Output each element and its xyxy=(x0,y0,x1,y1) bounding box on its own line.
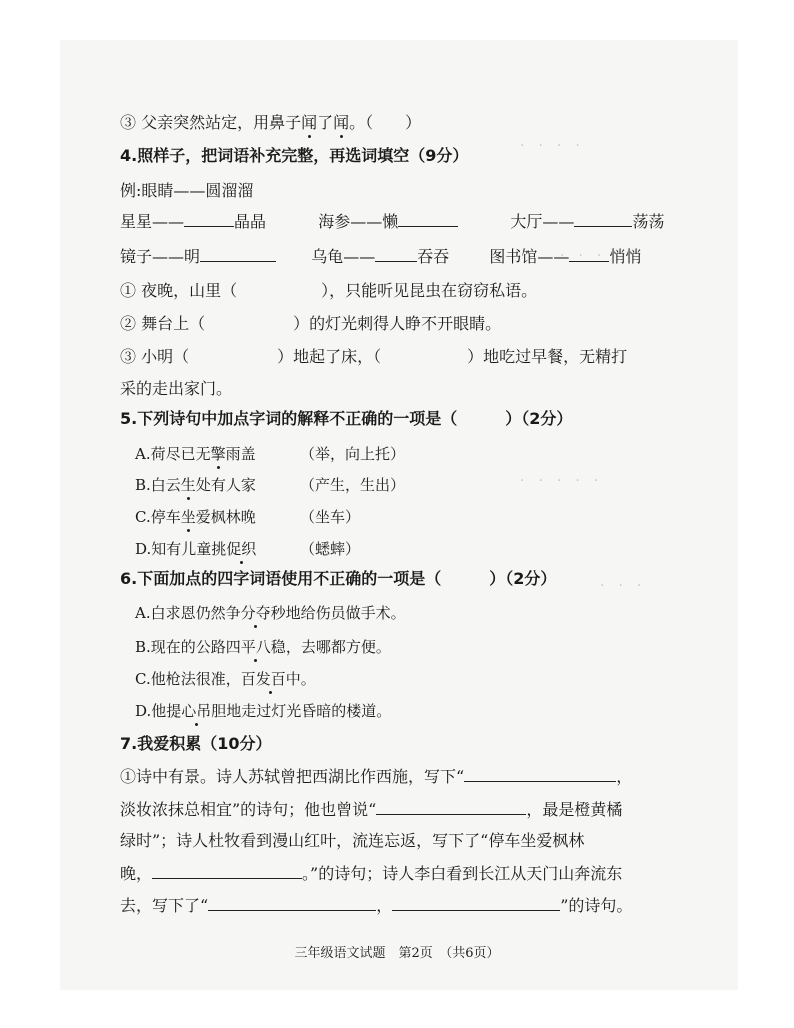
answer-blank[interactable] xyxy=(152,862,302,879)
answer-blank[interactable] xyxy=(184,210,234,227)
q4-sentence1: ① 夜晚，山里（ ），只能听见昆虫在窃窃私语。 xyxy=(120,281,538,300)
q4-sentence3: ③ 小明（ ）地起了床，（ ）地吃过早餐，无精打 xyxy=(120,347,628,366)
answer-blank[interactable] xyxy=(208,894,376,911)
answer-blank[interactable] xyxy=(574,210,632,227)
bleed-through-text: · · · · · xyxy=(520,473,599,489)
q5-option-b: B.白云生处有人家 （产生，生出） xyxy=(135,476,406,494)
q7-title: 7.我爱积累（10分） xyxy=(120,734,272,753)
q4-sentence3-cont: 采的走出家门。 xyxy=(120,379,233,398)
q7-line2: 淡妆浓抹总相宜”的诗句；他也曾说“ ，最是橙黄橘 xyxy=(120,800,623,819)
q4-row2: 镜子——明 乌龟—— 吞吞 图书馆—— 悄悄 xyxy=(120,247,642,266)
answer-blank[interactable] xyxy=(376,798,526,815)
answer-blank[interactable] xyxy=(398,210,458,227)
bleed-through-text: · · · xyxy=(560,248,602,264)
q5-option-d: D.知有儿童挑促织 （蟋蟀） xyxy=(135,540,361,558)
q5-option-c: C.停车坐爱枫林晚 （坐车） xyxy=(135,508,361,526)
q6-title: 6.下面加点的四字词语使用不正确的一项是（ ）（2分） xyxy=(120,569,557,588)
q7-line3: 绿时”；诗人杜牧看到漫山红叶，流连忘返，写下了“停车坐爱枫林 xyxy=(120,831,585,850)
q6-option-d: D.他提心吊胆地走过灯光昏暗的楼道。 xyxy=(135,702,392,720)
q5-option-a: A.荷尽已无擎雨盖 （举，向上托） xyxy=(135,445,406,463)
q4-row1: 星星—— 晶晶 海参——懒 大厅—— 荡荡 xyxy=(120,212,665,231)
q7-line4: 晚， 。”的诗句；诗人李白看到长江从天门山奔流东 xyxy=(120,864,623,883)
q6-option-c: C.他枪法很准，百发百中。 xyxy=(135,670,316,688)
q6-option-a: A.白求恩仍然争分夺秒地给伤员做手术。 xyxy=(135,604,406,622)
answer-blank[interactable] xyxy=(464,765,616,782)
bleed-through-text: · · · · xyxy=(520,138,580,154)
answer-blank[interactable] xyxy=(392,894,560,911)
answer-blank[interactable] xyxy=(200,245,276,262)
q4-title: 4.照样子，把词语补充完整，再选词填空（9分） xyxy=(120,146,469,165)
bleed-through-text: · · · xyxy=(600,578,642,594)
q4-sentence2: ② 舞台上（ ）的灯光刺得人睁不开眼睛。 xyxy=(120,314,502,333)
q7-line5: 去，写下了“ ， ”的诗句。 xyxy=(120,896,633,915)
answer-blank[interactable] xyxy=(569,245,609,262)
answer-blank[interactable] xyxy=(375,245,417,262)
q5-title: 5.下列诗句中加点字词的解释不正确的一项是（ ）（2分） xyxy=(120,409,573,428)
page-footer: 三年级语文试题 第2页 （共6页） xyxy=(294,946,500,961)
q7-line1: ①诗中有景。诗人苏轼曾把西湖比作西施，写下“ ， xyxy=(120,767,633,786)
q4-example: 例:眼睛——圆溜溜 xyxy=(120,181,254,200)
q3-item3: ③ 父亲突然站定，用鼻子闻了闻。（ ） xyxy=(120,113,422,132)
q6-option-b: B.现在的公路四平八稳，去哪都方便。 xyxy=(135,638,391,656)
